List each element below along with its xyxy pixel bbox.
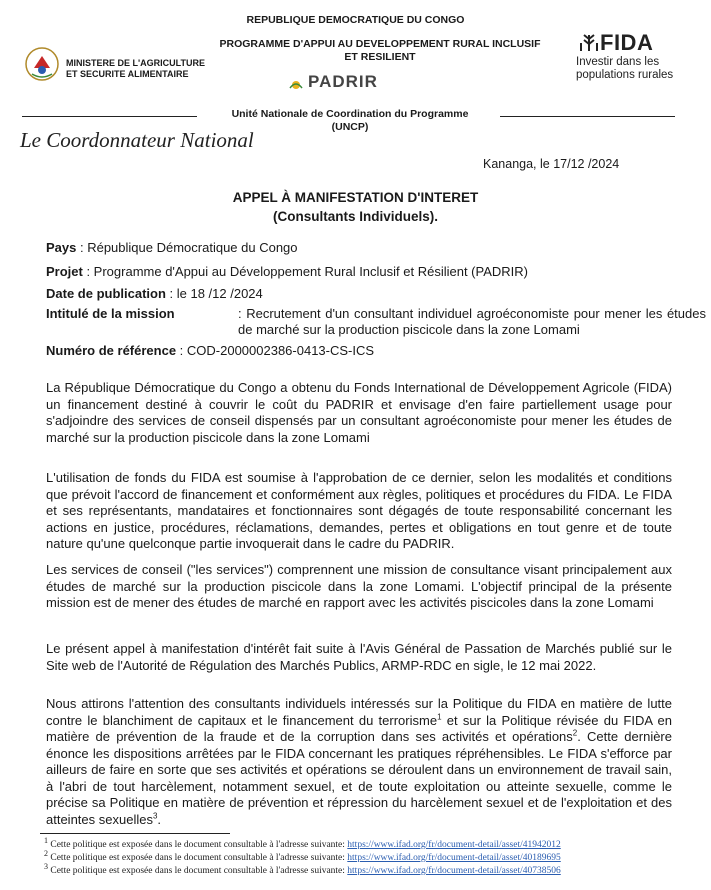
padrir-logo [288,72,378,92]
footnote-2-num: 2 [44,848,48,858]
title-line-1: APPEL À MANIFESTATION D'INTERET [232,190,479,205]
program-line-2: ET RESILIENT [344,51,416,63]
meta-mission [46,306,706,340]
footnote-ref-1: 1 [437,712,442,722]
pays-value: : République Démocratique du Congo [76,240,298,255]
politique-text-b: et sur la Politique révisée du FIDA en matière de prévention de la fraude et de la corruption dans ses activités et opérations [46,712,672,744]
program-line-1: PROGRAMME D'APPUI AU DEVELOPPEMENT RURAL INCLUSIF [219,38,541,50]
footnote-1-link[interactable]: https://www.ifad.org/fr/document-detail/asset/41942012 [347,840,561,850]
paragraph-utilisation-fonds: L'utilisation de fonds du FIDA est soumise à l'approbation de ce dernier, selon les modalités et conditions que prévoit l'accord de financement et conformément aux règles, politiques et procédures du FIDA. Le FIDA et ses représentants, mandataires et fonctionnaires sont dégagés de toute responsabilité concernant les actions en justice, procédures, réclamations, demandes, pertes et obligations en tout genre et de toute nature qu'une quelconque partie invoquerait dans le cadre du PADRIR. [46,470,672,551]
footnote-2-link[interactable]: https://www.ifad.org/fr/document-detail/asset/40189695 [347,853,561,863]
reference-label: Numéro de référence [46,343,177,358]
ministry-name [66,58,206,80]
paragraph-financement: La République Démocratique du Congo a obtenu du Fonds International de Développement Agricole (FIDA) un financement destiné à couvrir le coût du PADRIR et envisage d'en faire partiellement usage pour s'adjoindre des services de conseil dispensés par un consultant agroéconomiste pour mener les études de marché sur la production piscicole dans la zone Lomami [46,380,672,445]
footnote-3-text: Cette politique est exposée dans le document consultable à l'adresse suivante: [48,866,348,876]
fida-tagline-1: Investir dans les [576,56,660,68]
footnote-rule [40,833,230,834]
unit-line-2: (UNCP) [331,121,369,133]
program-title [180,38,580,64]
fida-tagline [576,56,711,82]
date-label: Date de publication [46,286,166,301]
paragraph-politique-fida [46,696,672,828]
footnote-1-num: 1 [44,835,48,845]
mission-label: Intitulé de la mission [46,306,175,321]
padrir-logo-text: PADRIR [308,72,378,91]
ministry-line-2: ET SECURITE ALIMENTAIRE [66,69,189,79]
meta-reference [46,343,676,359]
footnote-2-text: Cette politique est exposée dans le document consultable à l'adresse suivante: [48,853,348,863]
pays-label: Pays [46,240,77,255]
footnote-1-text: Cette politique est exposée dans le document consultable à l'adresse suivante: [48,840,348,850]
coordinator-signature: Le Coordonnateur National [20,128,254,152]
politique-text-a: Nous attirons l'attention des consultants individuels intéressés sur la Politique du FIDA en matière de lutte contre le blanchiment de capitaux et le financement du terrorisme [46,696,672,728]
footnote-1 [44,835,561,851]
reference-value: : COD-2000002386-0413-CS-ICS [176,343,375,358]
republic-title: REPUBLIQUE DEMOCRATIQUE DU CONGO [246,14,465,26]
footnote-2 [44,848,561,864]
footnote-ref-3: 3 [152,811,158,821]
politique-text-end: . [157,811,162,827]
fida-logo [578,30,653,56]
footnote-3-num: 3 [44,861,48,871]
footnote-3 [44,861,561,877]
paragraph-services-conseil: Les services de conseil ("les services") comprennent une mission de consultance visant principalement aux études de marché sur la production piscicole dans la zone Lomami. L'objectif principal de la présente mission est de mener des études de marché en rapport avec les activités piscicoles dans la zone Lomami [46,562,672,610]
footnote-3-link[interactable]: https://www.ifad.org/fr/document-detail/asset/40738506 [347,866,561,876]
mission-value: : Recrutement d'un consultant individuel agroéconomiste pour mener les études de marché sur la production piscicole dans la zone Lomami [238,306,706,337]
drc-emblem-icon [24,46,60,82]
projet-value: : Programme d'Appui au Développement Rural Inclusif et Résilient (PADRIR) [82,264,528,279]
paragraph-avis-general: Le présent appel à manifestation d'intérêt fait suite à l'Avis Général de Passation de Marchés publié sur le Site web de l'Autorité de Régulation des Marchés Publics, ARMP-RDC en sigle, le 12 mai 2022. [46,641,672,673]
meta-projet [46,264,676,280]
politique-text-c: . Cette dernière énonce les dispositions arrêtées par le FIDA concernant les pratiques répréhensibles. Le FIDA s'efforce par ailleurs de faire en sorte que ses activités et opérations se déroulent dans un environnement de travail sain, à l'abri de tout harcèlement, notamment sexuel, et de toute exploitation ou atteinte sexuelle, comme le précise sa Politique en matière de prévention et répression du harcèlement sexuel et de l'exploitation et des atteintes sexuelles [46,729,672,827]
fida-wheat-icon [578,31,600,53]
fida-tagline-2: populations rurales [576,69,674,81]
padrir-sun-icon [288,76,304,90]
date-value: : le 18 /12 /2024 [165,286,263,301]
header-rule-right [500,116,675,117]
unit-line-1: Unité Nationale de Coordination du Programme [231,108,469,120]
fida-logo-text: FIDA [600,30,654,55]
document-title [0,188,711,226]
title-line-2: (Consultants Individuels). [272,209,438,224]
projet-label: Projet [46,264,83,279]
meta-pays [46,240,676,256]
footnote-ref-2: 2 [572,728,578,738]
header-rule-left [22,116,197,117]
meta-date [46,286,676,302]
ministry-line-1: MINISTERE DE L'AGRICULTURE [66,58,205,68]
dateline: Kananga, le 17/12 /2024 [483,157,620,171]
